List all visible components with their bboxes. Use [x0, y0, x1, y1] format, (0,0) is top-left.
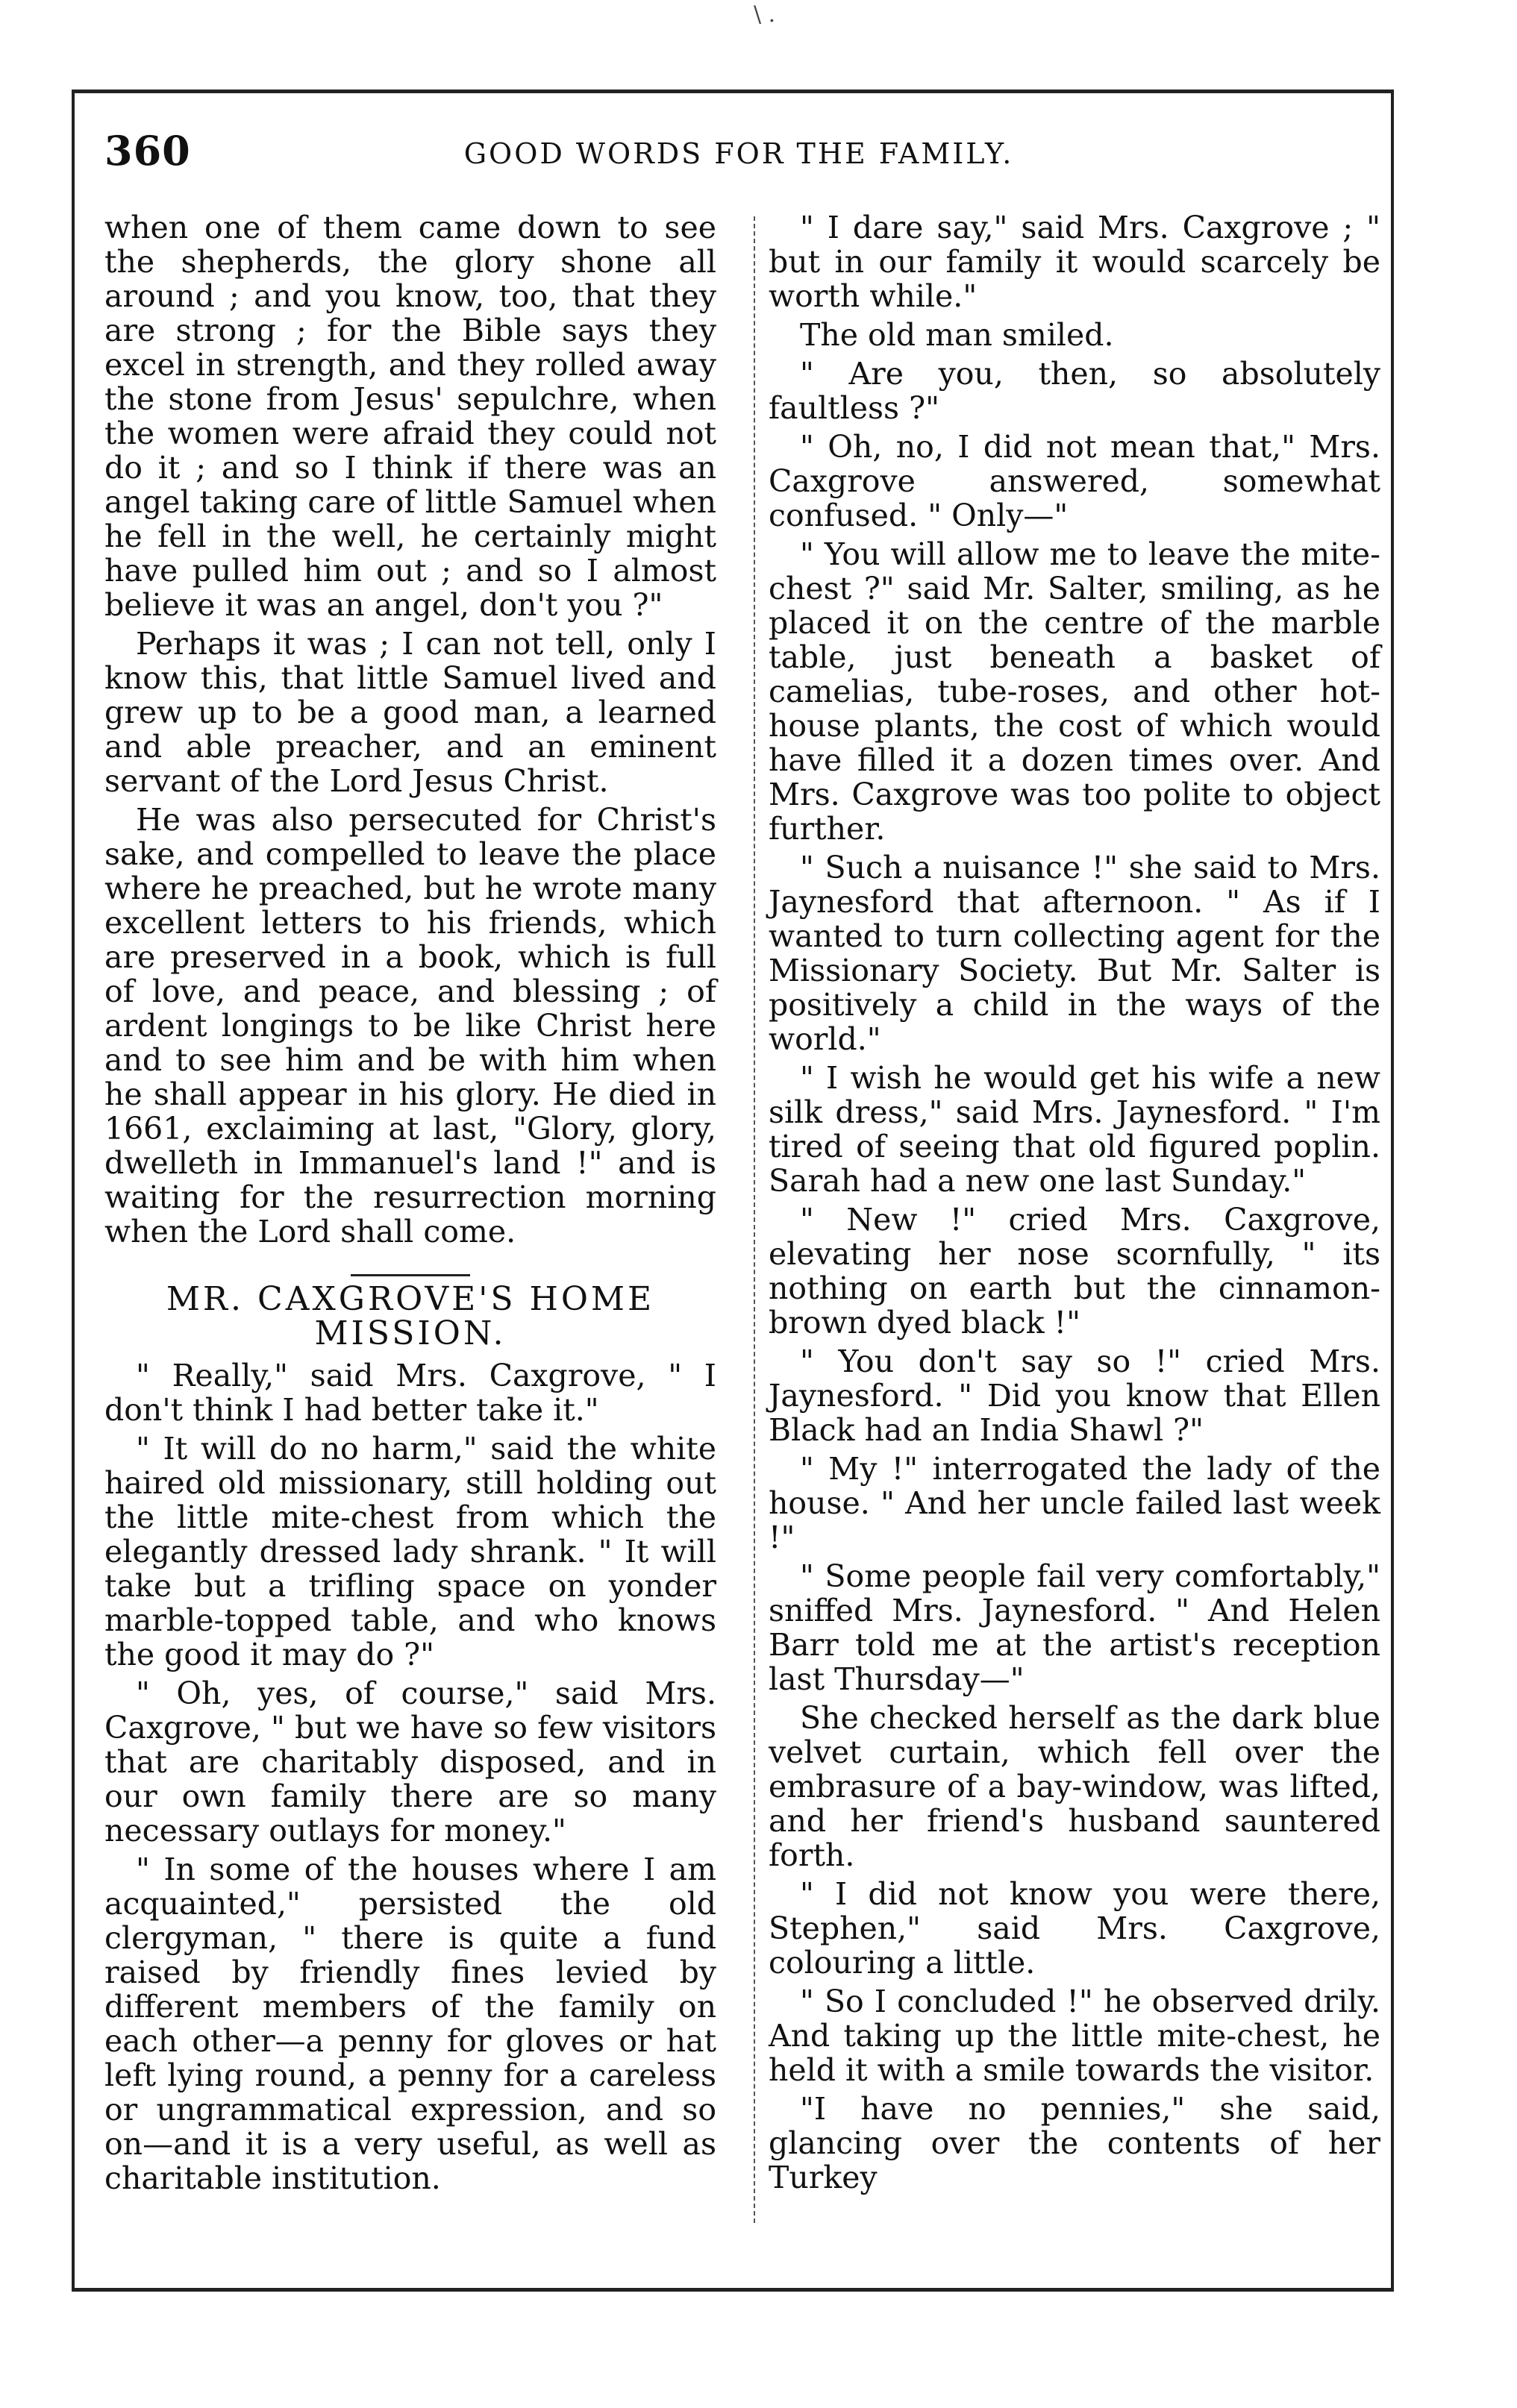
paragraph: " I wish he would get his wife a new silk dress," said Mrs. Jaynesford. " I'm tired of seeing that old figured poplin. Sarah had a new one last Sunday." [769, 1060, 1380, 1199]
paragraph: " You will allow me to leave the mite-chest ?" said Mr. Salter, smiling, as he placed it on the centre of the marble table, just beneath a basket of camelias, tube-roses, and other hot-house plants, the cost of which would have filled it a dozen times over. And Mrs. Caxgrove was too polite to object further. [769, 536, 1380, 847]
page-header [104, 127, 1380, 186]
left-column [104, 210, 716, 2200]
paragraph: " My !" interrogated the lady of the house. " And her uncle failed last week !" [769, 1451, 1380, 1555]
paragraph: " Some people fail very comfortably," sniffed Mrs. Jaynesford. " And Helen Barr told me at the artist's reception last Thursday—" [769, 1558, 1380, 1697]
paragraph: " Oh, no, I did not mean that," Mrs. Caxgrove answered, somewhat confused. " Only—" [769, 429, 1380, 533]
paragraph: " I did not know you were there, Stephen," said Mrs. Caxgrove, colouring a little. [769, 1876, 1380, 1981]
paragraph: Perhaps it was ; I can not tell, only I know this, that little Samuel lived and grew up to be a good man, a learned and able preacher, and an eminent servant of the Lord Jesus Christ. [104, 626, 716, 799]
paragraph: " Really," said Mrs. Caxgrove, " I don't think I had better take it." [104, 1358, 716, 1428]
running-title: GOOD WORDS FOR THE FAMILY. [463, 137, 1014, 170]
paragraph: " I dare say," said Mrs. Caxgrove ; " but in our family it would scarcely be worth while." [769, 210, 1380, 314]
paragraph: " Such a nuisance !" she said to Mrs. Jaynesford that afternoon. " As if I wanted to turn collecting agent for the Missionary Society. But Mr. Salter is positively a child in the ways of the world." [769, 850, 1380, 1057]
paragraph: " Oh, yes, of course," said Mrs. Caxgrove, " but we have so few visitors that are charitably disposed, and in our own family there are so many necessary outlays for money." [104, 1675, 716, 1849]
section-heading: MR. CAXGROVE'S HOME MISSION. [166, 1280, 655, 1352]
paragraph: He was also persecuted for Christ's sake, and compelled to leave the place where he preached, but he wrote many excellent letters to his friends, which are preserved in a book, which is full of love, and peace, and blessing ; of ardent longings to be like Christ here and to see him and be with him when he shall appear in his glory. He died in 1661, exclaiming at last, "Glory, glory, dwelleth in Immanuel's land !" and is waiting for the resurrection morning when the Lord shall come. [104, 802, 716, 1250]
page-number: 360 [104, 127, 191, 175]
paragraph: She checked herself as the dark blue velvet curtain, which fell over the embrasure of a bay-window, was lifted, and her friend's husband sauntered forth. [769, 1700, 1380, 1873]
paragraph: " In some of the houses where I am acquainted," persisted the old clergyman, " there is quite a fund raised by friendly fines levied by different members of the family on each other—a penny for gloves or hat left lying round, a penny for a careless or ungrammatical expression, and so on—and it is a very useful, as well as charitable institution. [104, 1852, 716, 2196]
paragraph: when one of them came down to see the shepherds, the glory shone all around ; and you know, too, that they are strong ; for the Bible says they excel in strength, and they rolled away the stone from Jesus' sepulchre, when the women were afraid they could not do it ; and so I think if there was an angel taking care of little Samuel when he fell in the well, he certainly might have pulled him out ; and so I almost believe it was an angel, don't you ?" [104, 210, 716, 623]
scan-mark: \ . [754, 1, 776, 28]
paragraph: " New !" cried Mrs. Caxgrove, elevating her nose scornfully, " its nothing on earth but the cinnamon-brown dyed black !" [769, 1202, 1380, 1341]
right-column [769, 210, 1380, 2199]
section-rule [351, 1274, 470, 1276]
paragraph: The old man smiled. [800, 317, 1114, 353]
paragraph: "I have no pennies," she said, glancing over the contents of her Turkey [769, 2091, 1380, 2195]
column-divider [754, 216, 755, 2223]
paragraph: " So I concluded !" he observed drily. And taking up the little mite-chest, he held it with a smile towards the visitor. [769, 1984, 1380, 2088]
paragraph: " Are you, then, so absolutely faultless ?" [769, 356, 1380, 426]
paragraph: " It will do no harm," said the white haired old missionary, still holding out the little mite-chest from which the elegantly dressed lady shrank. " It will take but a trifling space on yonder marble-topped table, and who knows the good it may do ?" [104, 1431, 716, 1672]
paragraph: " You don't say so !" cried Mrs. Jaynesford. " Did you know that Ellen Black had an India Shawl ?" [769, 1343, 1380, 1448]
